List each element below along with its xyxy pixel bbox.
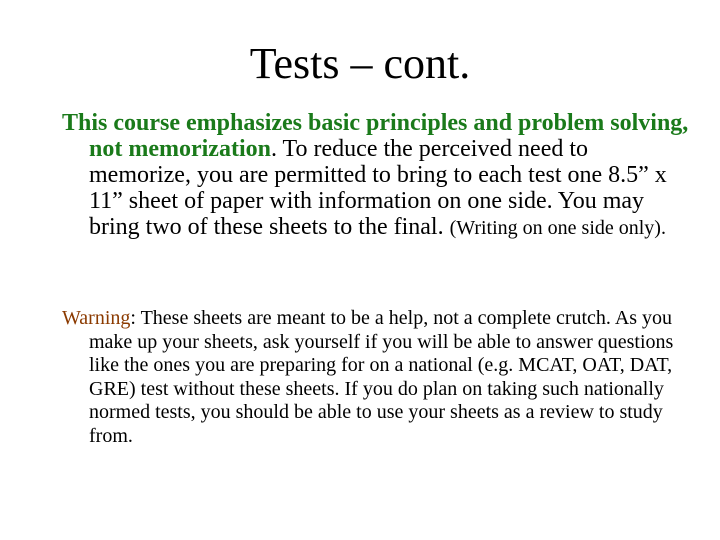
emphasis-period: . <box>270 136 277 162</box>
warning-paragraph <box>62 307 692 448</box>
policy-note-text: (Writing on one side only). <box>449 217 666 239</box>
slide-title: Tests – cont. <box>249 39 471 88</box>
course-policy-paragraph <box>62 110 692 241</box>
emphasis-text: This course emphasizes basic principles and problem solving, not memorization <box>62 110 689 162</box>
policy-body-text: To reduce the perceived need to memorize, you are permitted to bring to each test one 8.5” x 11” sheet of paper with information on one side. You may bring two of these sheets to the final. <box>89 136 667 240</box>
warning-label: Warning <box>62 307 131 329</box>
warning-body-text: : These sheets are meant to be a help, not a complete crutch. As you make up your sheets, ask yourself if you will be able to answer questions like the ones you are preparing for on a national (e.g. MCAT, OAT, DAT, GRE) test without these sheets. If you do plan on taking such nationally normed tests, you should be able to use your sheets as a review to study from. <box>89 307 674 447</box>
